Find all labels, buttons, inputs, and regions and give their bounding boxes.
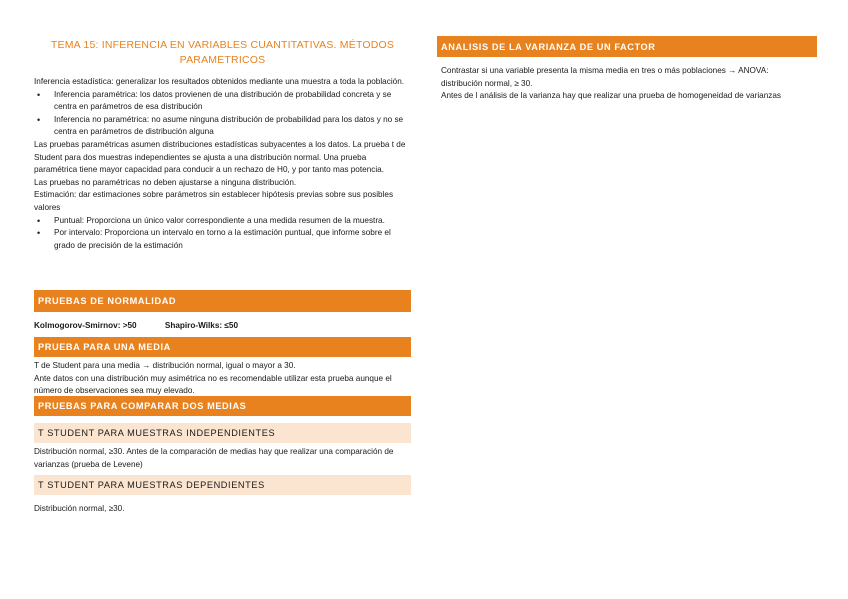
anova-line1: Contrastar si una variable presenta la misma media en tres o más poblaciones → ANOVA: distribución normal, ≥ 30. [441, 66, 769, 88]
estimation-types-list [34, 215, 411, 253]
section-header-dos-medias: PRUEBAS PARA COMPARAR DOS MEDIAS [34, 396, 411, 416]
intro-section [34, 76, 411, 252]
subheader-independientes: T STUDENT PARA MUESTRAS INDEPENDIENTES [34, 423, 411, 443]
parametric-paragraph: Las pruebas paramétricas asumen distribuciones estadísticas subyacentes a los datos. La prueba t de Student para dos muestras independientes se ajusta a una distribución normal. Una prueba paramétrica tiene mayor capacidad para conducir a un rechazo de H0, y por tanto mas potencia. [34, 139, 406, 175]
inference-types-list [34, 89, 411, 139]
section-header-una-media: PRUEBA PARA UNA MEDIA [34, 337, 411, 357]
kolmogorov-label: Kolmogorov-Smirnov: >50 [34, 321, 137, 330]
list-item: • Por intervalo: Proporciona un intervalo en torno a la estimación puntual, que informe sobre el grado de precisión de la estimación [54, 227, 411, 252]
dependientes-text: Distribución normal, ≥30. [34, 504, 125, 513]
intro-definition: Inferencia estadística: generalizar los resultados obtenidos mediante una muestra a toda la población. [34, 77, 405, 86]
list-item: • Inferencia no paramétrica: no asume ninguna distribución de probabilidad para los datos y no se centra en parámetros de distribución alguna [54, 114, 411, 139]
nonparametric-paragraph: Las pruebas no paramétricas no deben ajustarse a ninguna distribución. [34, 177, 297, 187]
anova-line2: Antes de l análisis de la varianza hay que realizar una prueba de homogeneidad de varianzas [441, 91, 782, 101]
section-header-normalidad: PRUEBAS DE NORMALIDAD [34, 290, 411, 312]
una-media-line2: Ante datos con una distribución muy asimétrica no es recomendable utilizar esta prueba aunque el número de observaciones sea muy elevado. [34, 373, 392, 396]
document-title: TEMA 15: INFERENCIA EN VARIABLES CUANTITATIVAS. MÉTODOS PARAMETRICOS [50, 39, 395, 66]
una-media-line1: T de Student para una media → distribución normal, igual o mayor a 30. [34, 361, 296, 370]
list-item: • Inferencia paramétrica: los datos provienen de una distribución de probabilidad concreta y se centra en parámetros de esa distribución [54, 89, 411, 114]
estimation-paragraph: Estimación: dar estimaciones sobre parámetros sin establecer hipótesis previas sobre sus posibles valores [34, 190, 394, 212]
normality-tests-row [34, 320, 411, 332]
anova-section [441, 65, 811, 103]
subheader-dependientes: T STUDENT PARA MUESTRAS DEPENDIENTES [34, 475, 411, 495]
independientes-text: Distribución normal, ≥30. Antes de la comparación de medias hay que realizar una comparación de varianzas (prueba de Levene) [34, 447, 394, 469]
list-item: • Puntual: Proporciona un único valor correspondiente a una medida resumen de la muestra. [54, 215, 411, 228]
section-header-anova: ANALISIS DE LA VARIANZA DE UN FACTOR [437, 36, 817, 57]
una-media-section [34, 360, 411, 398]
shapiro-label: Shapiro-Wilks: ≤50 [164, 321, 238, 330]
